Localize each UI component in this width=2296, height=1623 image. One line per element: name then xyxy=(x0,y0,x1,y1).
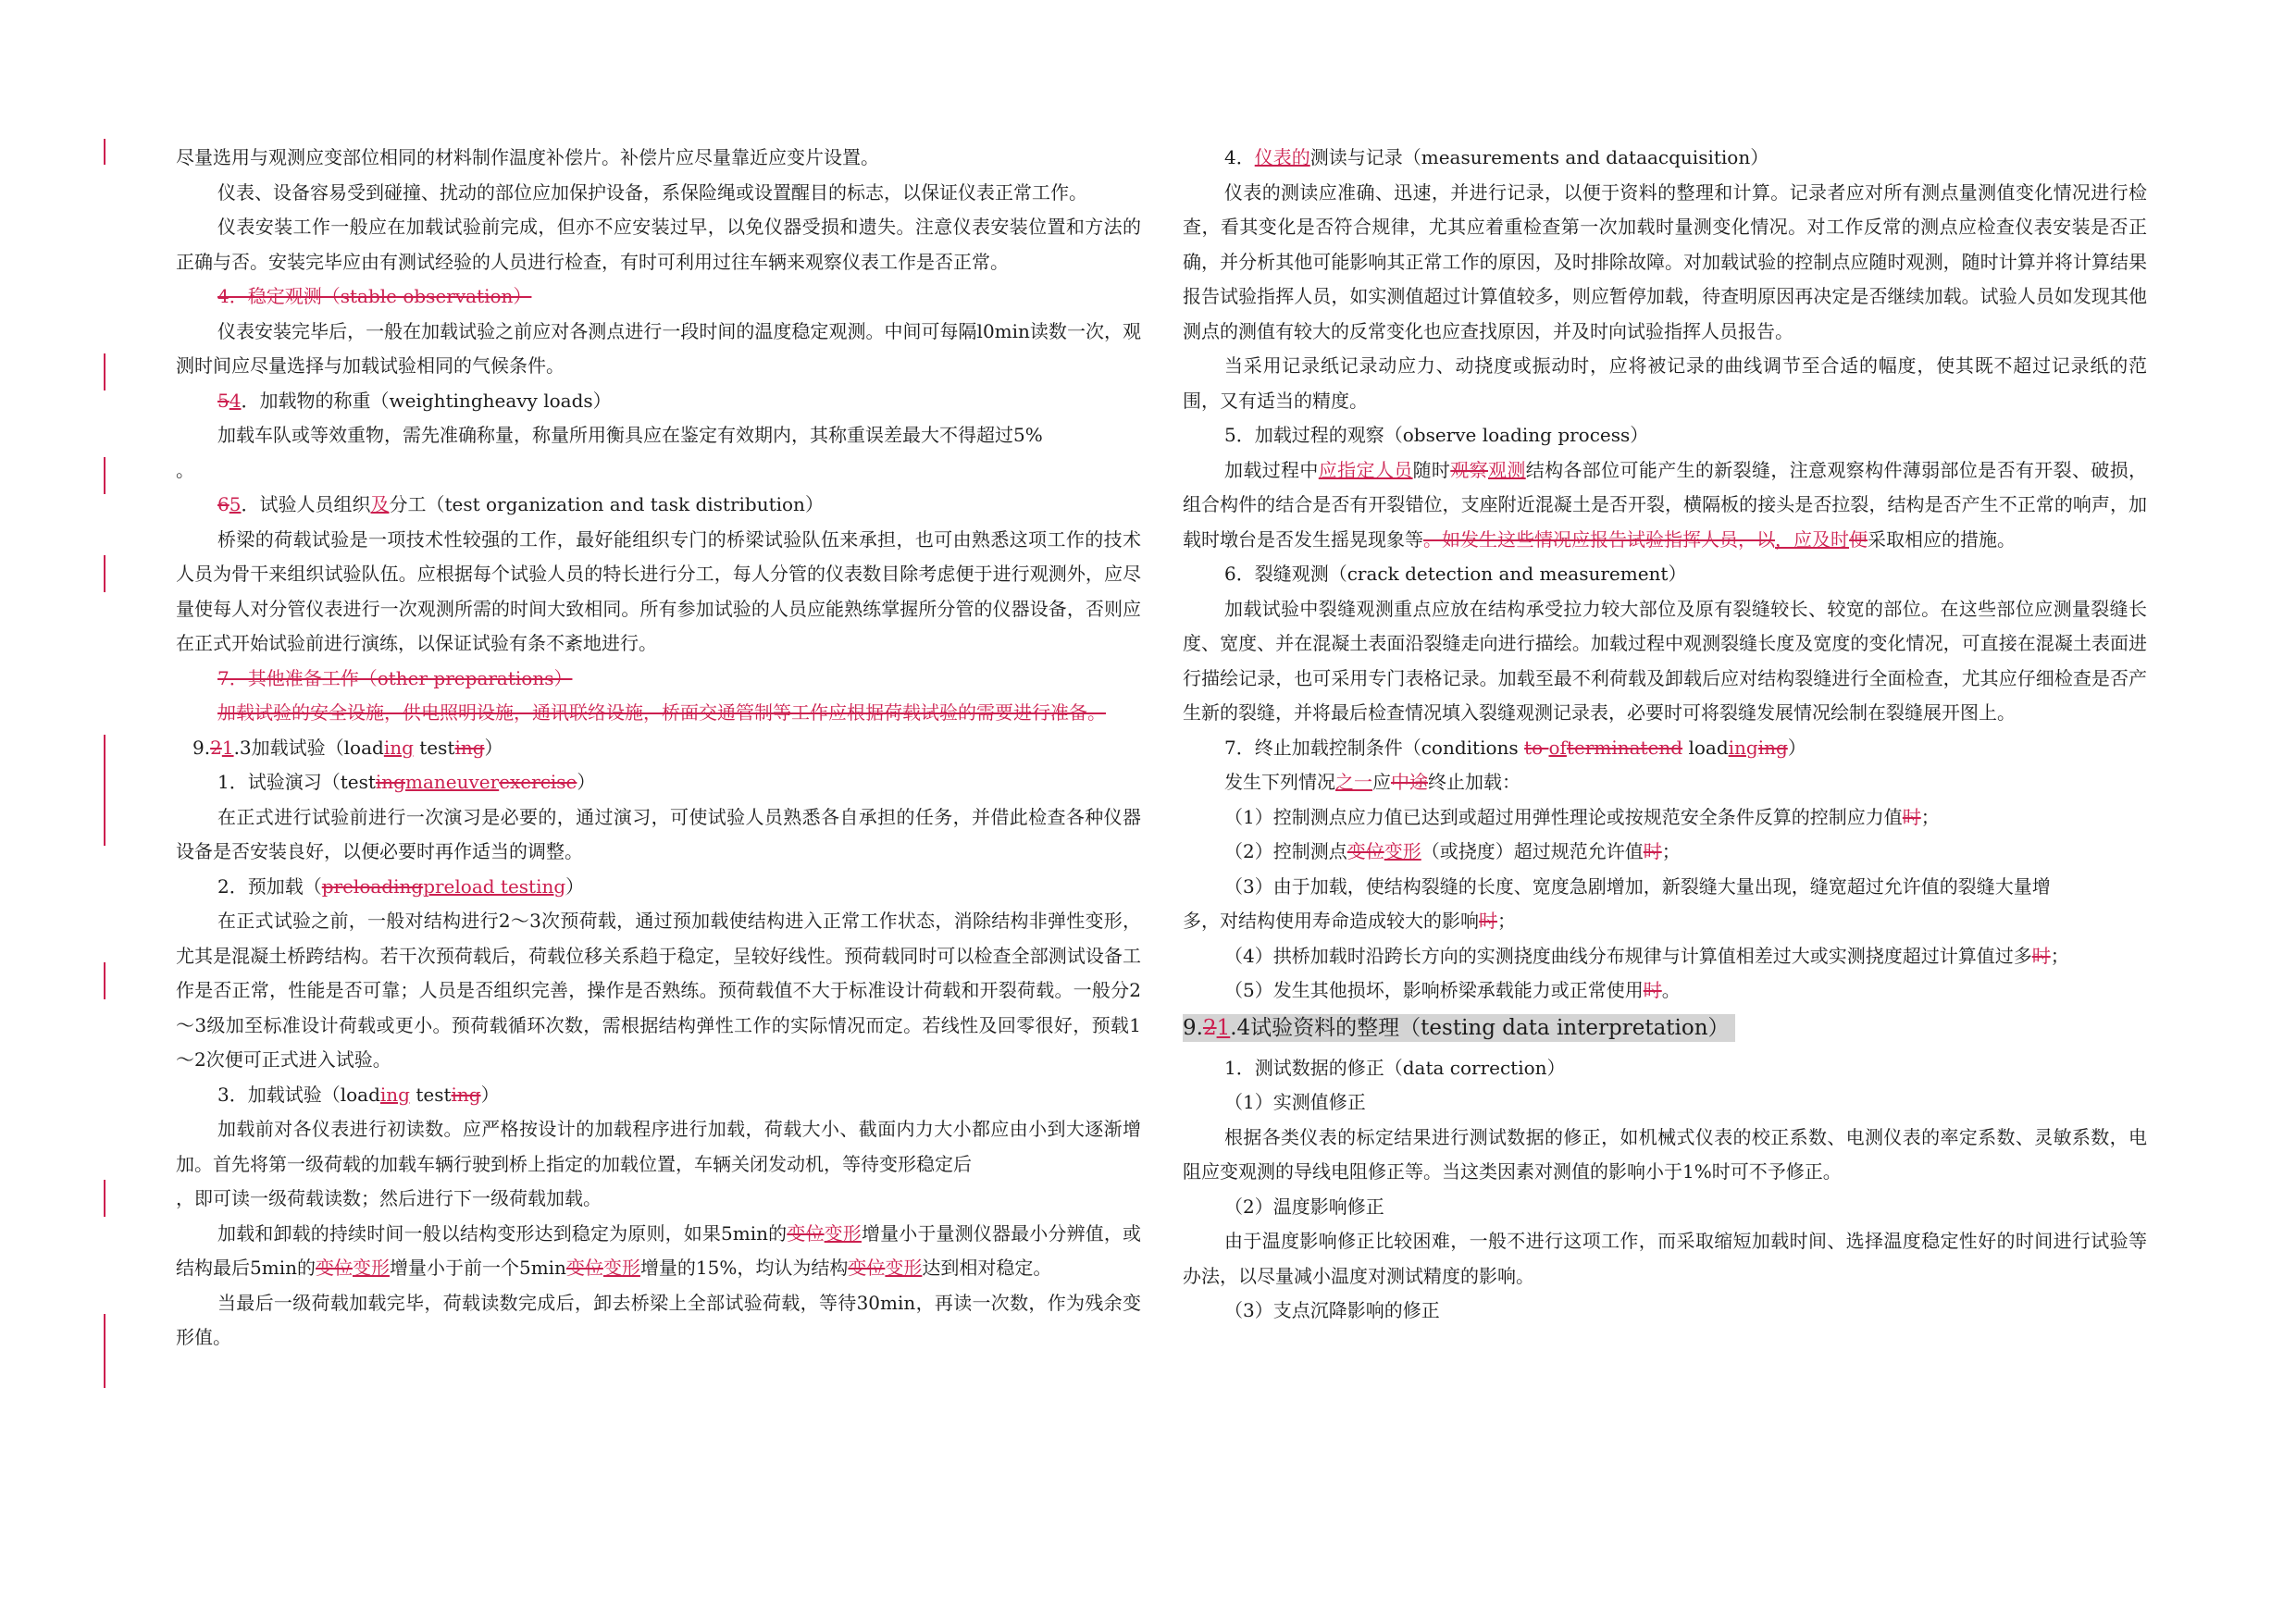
right-column xyxy=(1183,141,2147,1329)
paragraph: 加载车队或等效重物，需先准确称量，称量所用衡具应在鉴定有效期内，其称重误差最大不得超过5% xyxy=(217,424,1043,446)
paragraph: 仪表、设备容易受到碰撞、扰动的部位应加保护设备，系保险绳或设置醒目的标志，以保证仪表正常工作。 xyxy=(217,180,1087,204)
paragraph: 仪表安装完毕后，一般在加载试验之前应对各测点进行一段时间的温度稳定观测。中间可每隔l0min读数一次，观测时间应尽量选择与加载试验相同的气候条件。 xyxy=(176,319,1141,377)
paragraph: 尽量选用与观测应变部位相同的材料制作温度补偿片。补偿片应尽量靠近应变片设置。 xyxy=(176,146,879,168)
paragraph: 加载过程中应指定人员随时观察观测结构各部位可能产生的新裂缝，注意观察构件薄弱部位是否有开裂、破损，组合构件的结合是否有开裂错位，支座附近混凝土是否开裂，横隔板的接头是否拉裂，结构是否产生不正常的响声，加载时墩台是否发生摇晃现象等。如发生这些情况应报告试验指挥人员，以，应及时便采取相应的措施。 xyxy=(1183,458,2148,551)
inserted-text: 4 xyxy=(229,389,242,412)
heading: 2．预加载（preloadingpreload testing） xyxy=(217,874,585,898)
heading: 5．加载过程的观察（observe loading process） xyxy=(1224,424,1649,446)
paragraph: 当最后一级荷载加载完毕，荷载读数完成后，卸去桥梁上全部试验荷载，等待30min，再读一次数，作为残余变形值。 xyxy=(176,1291,1141,1348)
inserted-text: 5 xyxy=(229,493,242,515)
heading: 6．裂缝观测（crack detection and measurement） xyxy=(1224,563,1687,585)
heading: 54．加载物的称重（weightingheavy loads） xyxy=(217,389,612,412)
paragraph: 仪表安装工作一般应在加载试验前完成，但亦不应安装过早，以免仪器受损和遗失。注意仪表安装位置和方法的正确与否。安装完毕应由有测试经验的人员进行检查，有时可利用过往车辆来观察仪表工作是否正常。 xyxy=(176,216,1141,273)
heading: 4．仪表的测读与记录（measurements and dataacquisition） xyxy=(1224,146,1769,168)
change-bar xyxy=(104,962,105,999)
list-item: （5）发生其他损坏，影响桥梁承载能力或正常使用时。 xyxy=(1224,979,1681,1001)
left-column xyxy=(176,141,1141,1356)
paragraph: 。 xyxy=(176,458,194,481)
change-bar xyxy=(104,353,105,390)
subheading: （1）实测值修正 xyxy=(1224,1091,1366,1113)
deleted-text: 5 xyxy=(217,389,230,412)
heading: 65．试验人员组织及分工（test organization and task distribution） xyxy=(217,493,824,515)
list-item: （2）控制测点变位变形（或挠度）超过规范允许值时； xyxy=(1224,840,1681,862)
paragraph: 在正式进行试验前进行一次演习是必要的，通过演习，可使试验人员熟悉各自承担的任务，并借此检查各种仪器设备是否安装良好，以便必要时再作适当的调整。 xyxy=(176,805,1141,862)
paragraph: 发生下列情况之一应中途终止加载： xyxy=(1224,771,1520,793)
inserted-text: 及 xyxy=(370,493,390,515)
paragraph: 在正式试验之前，一般对结构进行2～3次预荷载，通过预加载使结构进入正常工作状态，消除结构非弹性变形，尤其是混凝土桥跨结构。若干次预荷载后，荷载位移关系趋于稳定，呈较好线性。预荷载同时可以检查全部测试设备工作是否正常，性能是否可靠；人员是否组织完善，操作是否熟练。预荷载值不大于标准设计荷载和开裂荷载。一般分2～3级加至标准设计荷载或更小。预荷载循环次数，需根据结构弹性工作的实际情况而定。若线性及回零很好，预载1～2次便可正式进入试验。 xyxy=(176,910,1141,1071)
deleted-text: 6 xyxy=(217,493,230,515)
deleted-heading: 4．稳定观测（stable observation） xyxy=(217,285,532,307)
paragraph: 当采用记录纸记录动应力、动挠度或振动时，应将被记录的曲线调节至合适的幅度，使其既不超过记录纸的范围，又有适当的精度。 xyxy=(1183,354,2147,412)
change-bar xyxy=(104,1180,105,1217)
heading: 1．试验演习（testingmaneuverexercise） xyxy=(217,771,596,793)
list-item: （1）控制测点应力值已达到或超过用弹性理论或按规范安全条件反算的控制应力值时； xyxy=(1224,805,1940,828)
change-bar xyxy=(104,139,105,165)
paragraph: 仪表的测读应准确、迅速，并进行记录，以便于资料的整理和计算。记录者应对所有测点量测值变化情况进行检查，看其变化是否符合规律，尤其应着重检查第一次加载时量测变化情况。对工作反常的测点应检查仪表安装是否正确，并分析其他可能影响其正常工作的原因，及时排除故障。对加载试验的控制点应随时观测，随时计算并将计算结果报告试验指挥人员，如实测值超过计算值较多，则应暂停加载，待查明原因再决定是否继续加载。试验人员如发现其他测点的测值有较大的反常变化也应查找原因，并及时向试验指挥人员报告。 xyxy=(1183,180,2147,342)
change-bar xyxy=(104,555,105,592)
paragraph: 由于温度影响修正比较困难，一般不进行这项工作，而采取缩短加载时间、选择温度稳定性好的时间进行试验等办法，以尽量减小温度对测试精度的影响。 xyxy=(1183,1230,2147,1287)
list-item: （4）拱桥加载时沿跨长方向的实测挠度曲线分布规律与计算值相差过大或实测挠度超过计算值过多时； xyxy=(1224,944,2069,967)
heading: 7．终止加载控制条件（conditions to ofterminatend loadinging） xyxy=(1224,736,1806,759)
heading: 1．测试数据的修正（data correction） xyxy=(1224,1056,1566,1079)
paragraph: 加载前对各仪表进行初读数。应严格按设计的加载程序进行加载，荷载大小、截面内力大小都应由小到大逐渐增加。首先将第一级荷载的加载车辆行驶到桥上指定的加载位置，车辆关闭发动机，等待变形稳定后 xyxy=(176,1118,1141,1175)
subheading: （2）温度影响修正 xyxy=(1224,1195,1384,1218)
deleted-paragraph: 加载试验的安全设施，供电照明设施，通讯联络设施，桥面交通管制等工作应根据荷载试验的需要进行准备。 xyxy=(217,701,1106,724)
paragraph: ，即可读一级荷载读数；然后进行下一级荷载加载。 xyxy=(176,1187,602,1209)
paragraph: 加载试验中裂缝观测重点应放在结构承受拉力较大部位及原有裂缝较长、较宽的部位。在这些部位应测量裂缝长度、宽度、并在混凝土表面沿裂缝走向进行描绘。加载过程中观测裂缝长度及宽度的变化情况，可直接在混凝土表面进行描绘记录，也可采用专门表格记录。加载至最不利荷载及卸载后应对结构裂缝进行全面检查，尤其应仔细检查是否产生新的裂缝，并将最后检查情况填入裂缝观测记录表，必要时可将裂缝发展情况绘制在裂缝展开图上。 xyxy=(1183,597,2147,724)
section-heading: 9.21.4试验资料的整理（testing data interpretation） xyxy=(1183,1014,1735,1042)
deleted-heading: 7．其他准备工作（other preparations） xyxy=(217,666,573,689)
list-item-cont: 多，对结构使用寿命造成较大的影响时； xyxy=(1183,910,1516,932)
section-heading: 9.21.3加载试验（loading testing） xyxy=(192,736,503,759)
heading: 3．加载试验（loading testing） xyxy=(217,1083,500,1106)
list-item: （3）由于加载，使结构裂缝的长度、宽度急剧增加，新裂缝大量出现，缝宽超过允许值的裂缝大量增 xyxy=(1224,874,2051,898)
paragraph: 根据各类仪表的标定结果进行测试数据的修正，如机械式仪表的校正系数、电测仪表的率定系数、灵敏系数，电阻应变观测的导线电阻修正等。当这类因素对测值的影响小于1%时可不予修正。 xyxy=(1183,1125,2147,1183)
change-bar xyxy=(104,1314,105,1388)
subheading: （3）支点沉降影响的修正 xyxy=(1224,1299,1440,1321)
change-bar xyxy=(104,735,105,846)
paragraph: 桥梁的荷载试验是一项技术性较强的工作，最好能组织专门的桥梁试验队伍来承担，也可由熟悉这项工作的技术人员为骨干来组织试验队伍。应根据每个试验人员的特长进行分工，每人分管的仪表数目除考虑便于进行观测外，应尽量使每人对分管仪表进行一次观测所需的时间大致相同。所有参加试验的人员应能熟练掌握所分管的仪器设备，否则应在正式开始试验前进行演练，以保证试验有条不紊地进行。 xyxy=(176,527,1141,654)
change-bar xyxy=(104,457,105,494)
paragraph: 加载和卸载的持续时间一般以结构变形达到稳定为原则，如果5min的变位变形增量小于量测仪器最小分辨值，或结构最后5min的变位变形增量小于前一个5min变位变形增量的15%，均认为结构变位变形达到相对稳定。 xyxy=(176,1221,1142,1279)
